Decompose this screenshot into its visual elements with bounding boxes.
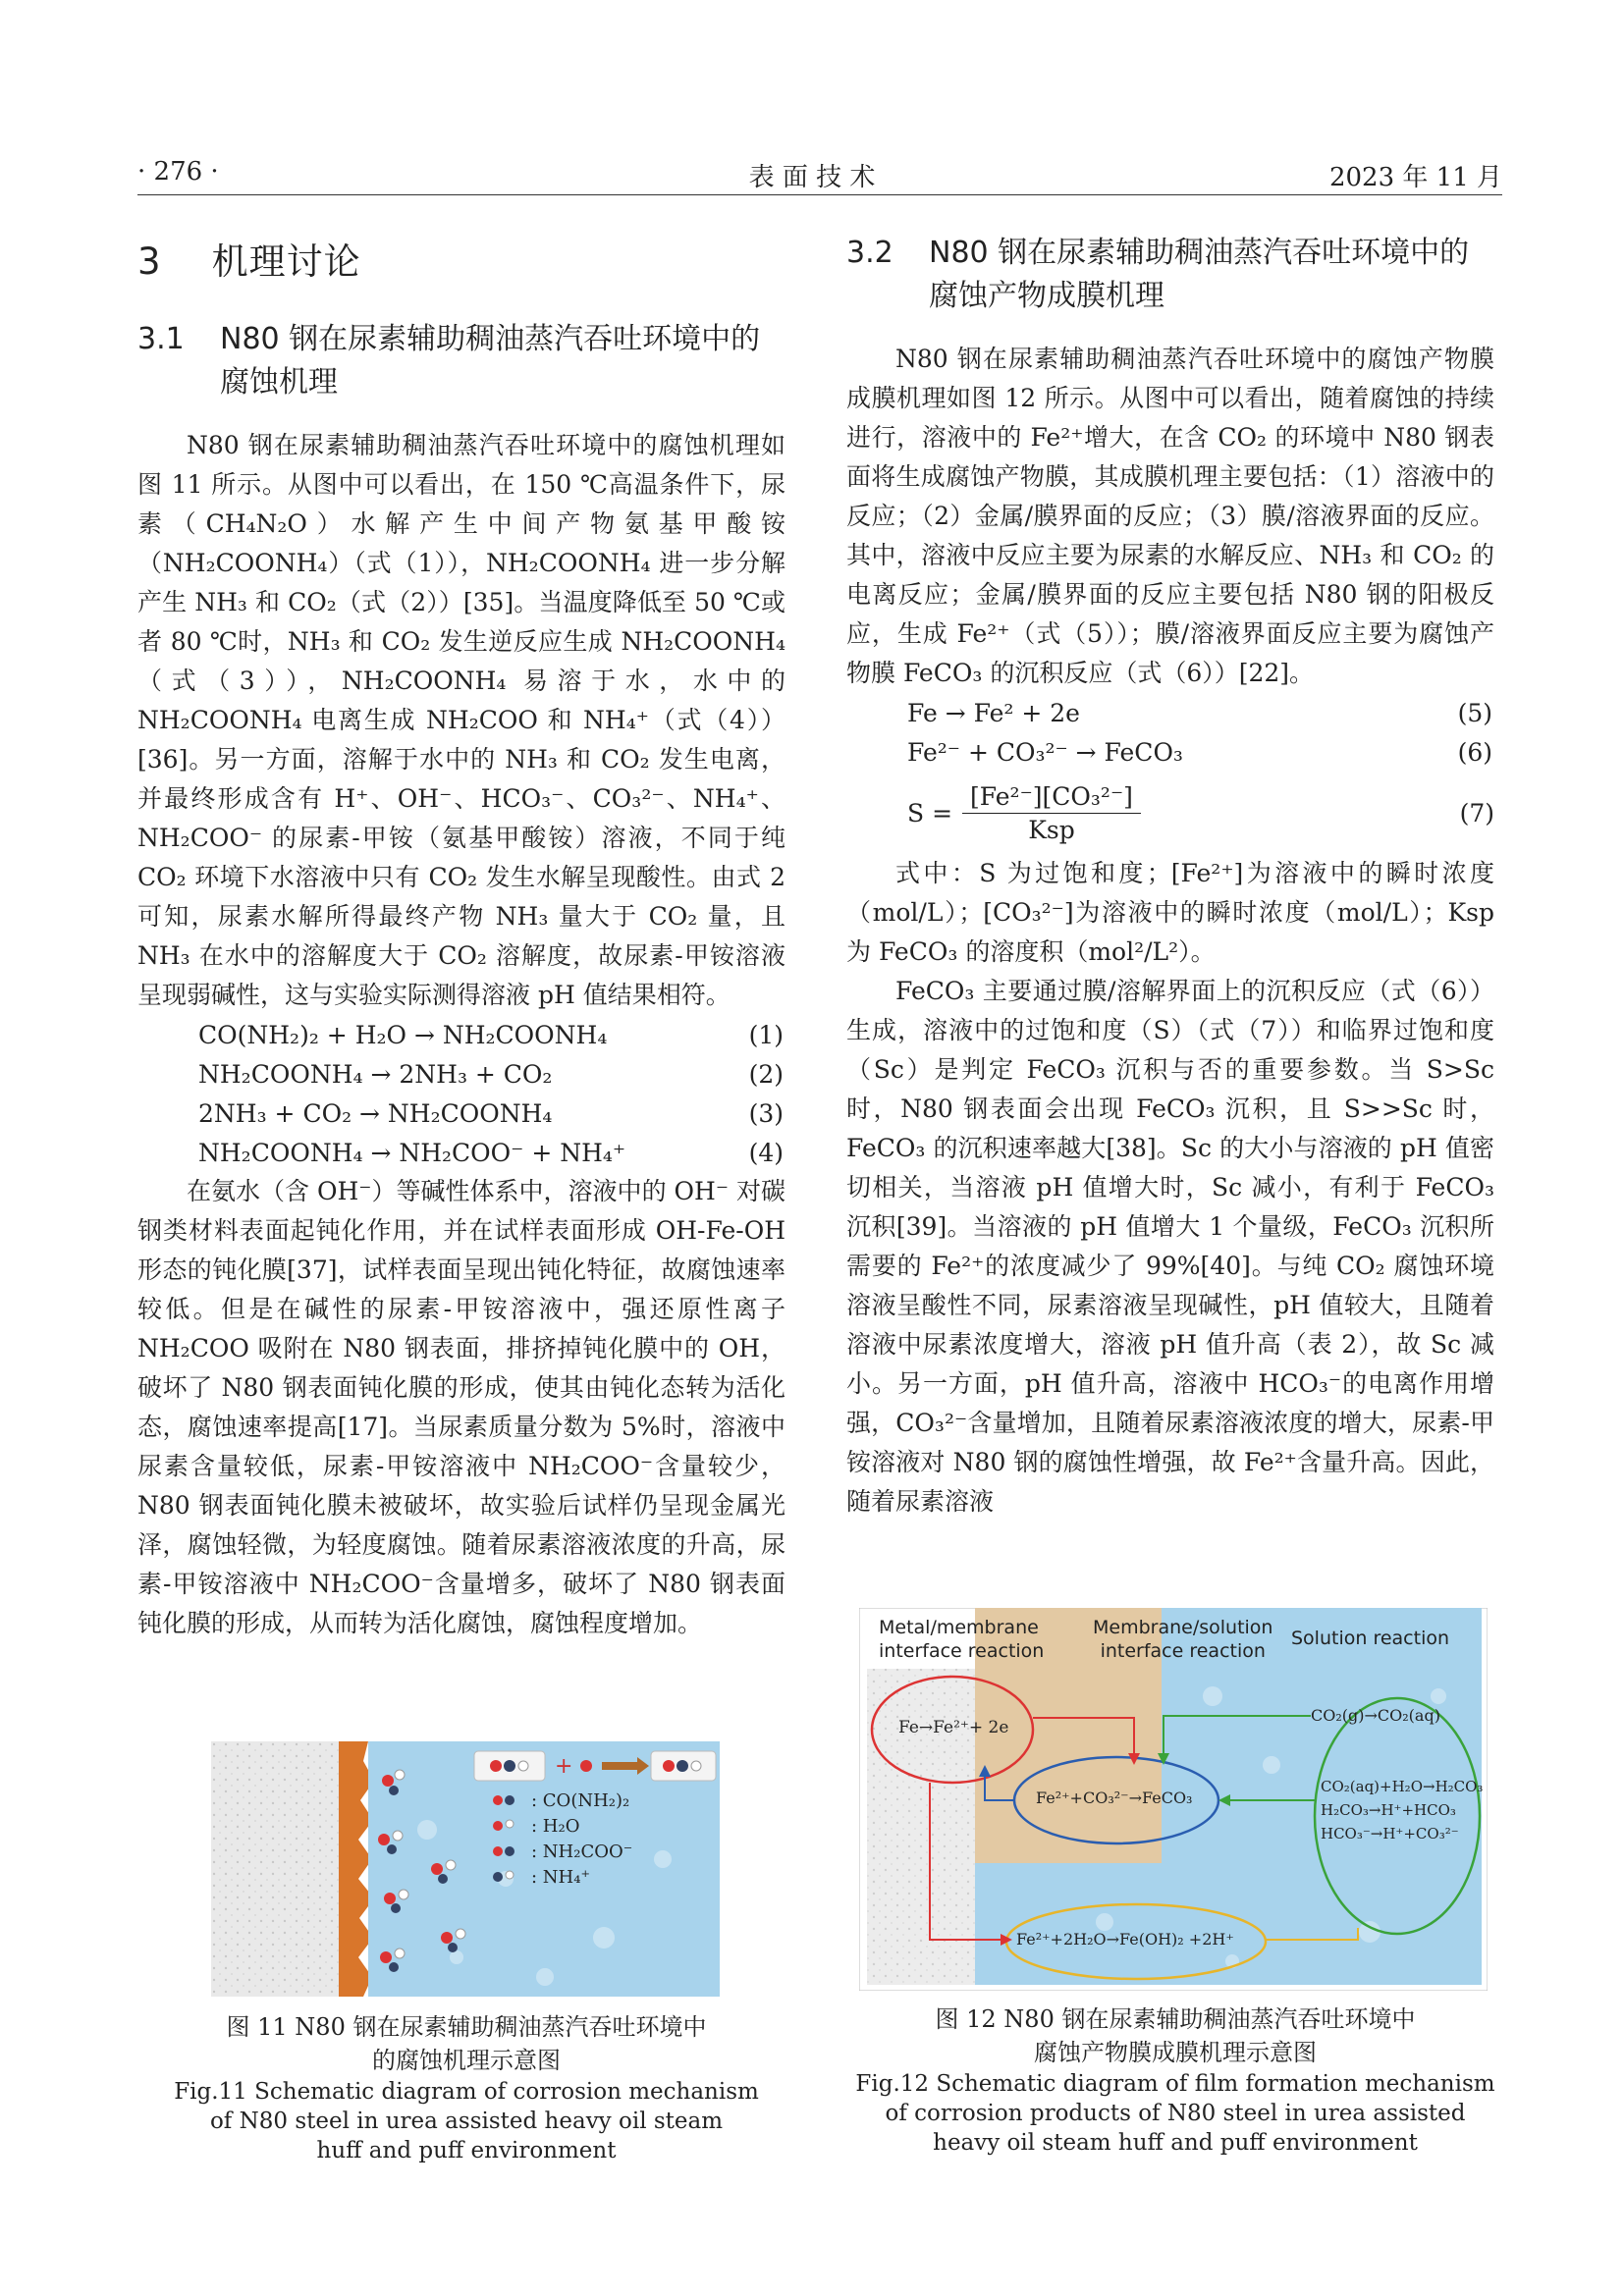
label-metal-interface: Metal/membrane interface reaction <box>879 1617 1045 1662</box>
label-solution: Solution reaction <box>1291 1628 1450 1649</box>
figure-11-diagram <box>211 1741 720 1997</box>
figure-12 <box>859 1608 1488 1991</box>
equation-3: 2NH₃ + CO₂ → NH₂COONH₄ (3) <box>198 1098 784 1128</box>
right-column <box>846 232 1494 1522</box>
figure-11 <box>211 1741 720 1997</box>
issue-date: 2023 年 11 月 <box>1328 163 1502 192</box>
paragraph: 式中：S 为过饱和度；[Fe²⁺]为溶液中的瞬时浓度（mol/L）；[CO₃²⁻]为溶液中的瞬时浓度（mol/L）；Ksp 为 FeCO₃ 的溶度积（mol²/L²）。 <box>846 859 1494 966</box>
header-rule <box>137 194 1502 195</box>
paragraph: FeCO₃ 主要通过膜/溶解界面上的沉积反应（式（6））生成，溶液中的过饱和度（S）（式（7））和临界过饱和度（Sc）是判定 FeCO₃ 沉积与否的重要参数。当 S>Sc 时，N80 钢表面会出现 FeCO₃ 沉积，且 S>>Sc 时，FeCO₃ 的沉积速率越大[38]。Sc 的大小与溶液的 pH 值密切相关，当溶液 pH 值增大时，Sc 减小，有利于 FeCO₃ 沉积[39]。当溶液的 pH 值增大 1 个量级，FeCO₃ 沉积所需要的 Fe²⁺的浓度减少了 99%[40]。与纯 CO₂ 腐蚀环境溶液呈酸性不同，尿素溶液呈现碱性，pH 值较大，且随着溶液中尿素浓度增大，溶液 pH 值升高（表 2），故 Sc 减小。另一方面，pH 值升高，溶液中 HCO₃⁻的电离作用增强，CO₃²⁻含量增加，且随着尿素溶液浓度的增大，尿素-甲铵溶液对 N80 钢的腐蚀性增强，故 Fe²⁺含量升高。因此，随着尿素溶液 <box>846 977 1494 1516</box>
figure-12-caption: 图 12 N80 钢在尿素辅助稠油蒸汽吞吐环境中 腐蚀产物膜成膜机理示意图 Fig.12 Schematic diagram of film formation mechanism of corrosion products of N80 steel in urea assisted heavy oil steam huff and puff environment <box>855 2005 1495 2156</box>
equation-2: NH₂COONH₄ → 2NH₃ + CO₂ (2) <box>198 1059 784 1089</box>
left-column <box>137 232 785 1643</box>
paragraph: N80 钢在尿素辅助稠油蒸汽吞吐环境中的腐蚀机理如图 11 所示。从图中可以看出，在 150 ℃高温条件下，尿素（CH₄N₂O）水解产生中间产物氨基甲酸铵（NH₂COONH₄）（式（1）），NH₂COONH₄ 进一步分解产生 NH₃ 和 CO₂（式（2））[35]。当温度降低至 50 ℃或者 80 ℃时，NH₃ 和 CO₂ 发生逆反应生成 NH₂COONH₄（式（3）），NH₂COONH₄ 易溶于水，水中的 NH₂COONH₄ 电离生成 NH₂COO 和 NH₄⁺（式（4））[36]。另一方面，溶解于水中的 NH₃ 和 CO₂ 发生电离，并最终形成含有 H⁺、OH⁻、HCO₃⁻、CO₃²⁻、NH₄⁺、NH₂COO⁻ 的尿素-甲铵（氨基甲酸铵）溶液，不同于纯 CO₂ 环境下水溶液中只有 CO₂ 发生水解呈现酸性。由式 2 可知，尿素水解所得最终产物 NH₃ 量大于 CO₂ 量，且 NH₃ 在水中的溶解度大于 CO₂ 溶解度，故尿素-甲铵溶液呈现弱碱性，这与实验实际测得溶液 pH 值结果相符。 <box>137 431 785 1009</box>
equation-6: Fe²⁻ + CO₃²⁻ → FeCO₃ (6) <box>907 737 1492 767</box>
reaction-co2: CO₂(g)→CO₂(aq) <box>1311 1706 1440 1725</box>
reaction-feco3: Fe²⁺+CO₃²⁻→FeCO₃ <box>1036 1789 1193 1807</box>
reaction-feoh: Fe²⁺+2H₂O→Fe(OH)₂ +2H⁺ <box>1016 1930 1234 1949</box>
section-heading-3-2: 3.2 N80 钢在尿素辅助稠油蒸汽吞吐环境中的腐蚀产物成膜机理 <box>846 236 1470 313</box>
journal-title: 表 面 技 术 <box>748 163 876 192</box>
equation-4: NH₂COONH₄ → NH₂COO⁻ + NH₄⁺ (4) <box>198 1138 784 1167</box>
svg-text:+: + <box>555 1754 573 1779</box>
reaction-carbonate: CO₂(aq)+H₂O→H₂CO₃ H₂CO₃→H⁺+HCO₃ HCO₃⁻→H⁺+CO₃²⁻ <box>1321 1778 1484 1842</box>
equation-1: CO(NH₂)₂ + H₂O → NH₂COONH₄ (1) <box>198 1020 784 1049</box>
paragraph: N80 钢在尿素辅助稠油蒸汽吞吐环境中的腐蚀产物膜成膜机理如图 12 所示。从图中可以看出，随着腐蚀的持续进行，溶液中的 Fe²⁺增大，在含 CO₂ 的环境中 N80 钢表面将生成腐蚀产物膜，其成膜机理主要包括：（1）溶液中的反应；（2）金属/膜界面的反应；（3）膜/溶液界面的反应。其中，溶液中反应主要为尿素的水解反应、NH₃ 和 CO₂ 的电离反应；金属/膜界面的反应主要包括 N80 钢的阳极反应，生成 Fe²⁺（式（5））；膜/溶液界面反应主要为腐蚀产物膜 FeCO₃ 的沉积反应（式（6））[22]。 <box>846 345 1494 687</box>
section-heading-3-1: 3.1 N80 钢在尿素辅助稠油蒸汽吞吐环境中的腐蚀机理 <box>137 322 761 400</box>
figure-11-legend: : CO(NH₂)₂ : H₂O : NH₂COO⁻ : NH₄⁺ <box>531 1790 633 1888</box>
reaction-fe: Fe→Fe²⁺+ 2e <box>898 1718 1009 1737</box>
equation-7: S = $\frac{\text{[Fe²⁻][CO₃²⁻]}}{\text{Ksp}}$ (7) <box>907 781 1494 844</box>
paragraph: 在氨水（含 OH⁻）等碱性体系中，溶液中的 OH⁻ 对碳钢类材料表面起钝化作用，并在试样表面形成 OH-Fe-OH 形态的钝化膜[37]，试样表面呈现出钝化特征，故腐蚀速率较低。但是在碱性的尿素-甲铵溶液中，强还原性离子 NH₂COO 吸附在 N80 钢表面，排挤掉钝化膜中的 OH，破坏了 N80 钢表面钝化膜的形成，使其由钝化态转为活化态，腐蚀速率提高[17]。当尿素质量分数为 5%时，溶液中尿素含量较低，尿素-甲铵溶液中 NH₂COO⁻含量较少，N80 钢表面钝化膜未被破坏，故实验后试样仍呈现金属光泽，腐蚀轻微，为轻度腐蚀。随着尿素溶液浓度的升高，尿素-甲铵溶液中 NH₂COO⁻含量增多，破坏了 N80 钢表面钝化膜的形成，从而转为活化腐蚀，腐蚀程度增加。 <box>137 1177 785 1637</box>
section-heading-3: 3 机理讨论 <box>137 240 361 283</box>
equation-5: Fe → Fe² + 2e (5) <box>907 698 1492 727</box>
label-membrane-interface: Membrane/solution interface reaction <box>1093 1617 1273 1662</box>
page-number: · 276 · <box>137 157 219 187</box>
figure-11-caption: 图 11 N80 钢在尿素辅助稠油蒸汽吞吐环境中 的腐蚀机理示意图 Fig.11 Schematic diagram of corrosion mechanism of N80 steel in urea assisted heavy oil steam huff and puff environment <box>174 2013 759 2163</box>
